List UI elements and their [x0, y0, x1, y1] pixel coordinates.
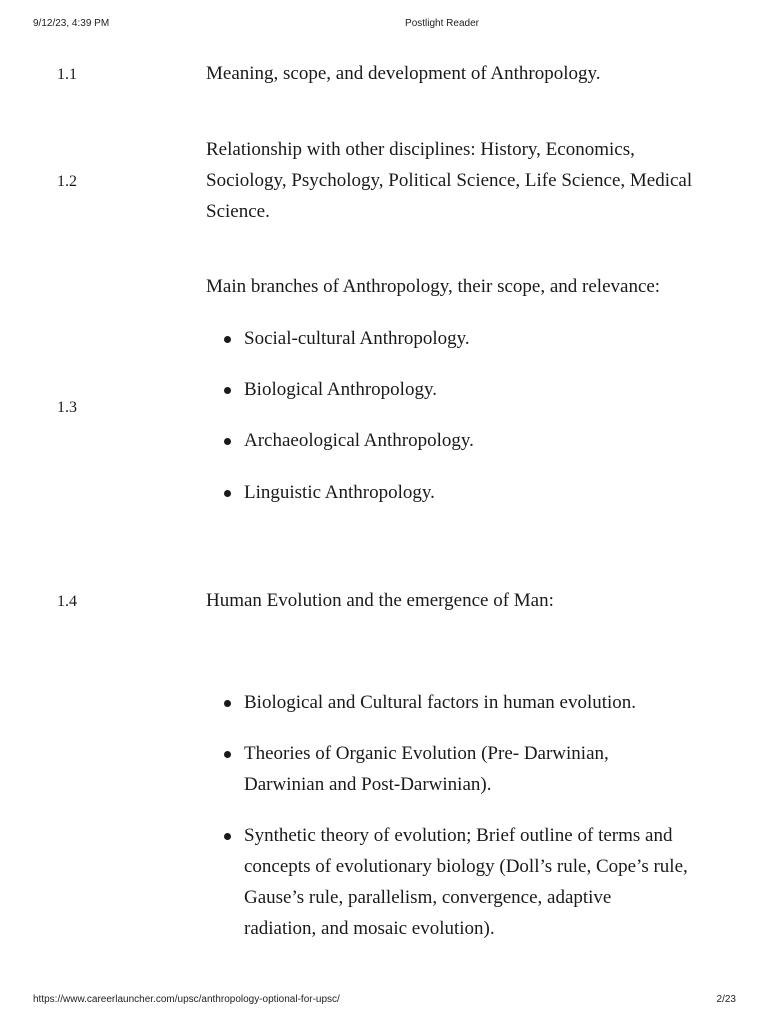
list-item-1-4-synthetic-line2: concepts of evolutionary biology (Doll’s rule, Cope’s rule,	[244, 856, 688, 877]
bullet-dot	[224, 336, 231, 343]
list-item-1-4-theories-line1: Theories of Organic Evolution (Pre- Darwinian,	[244, 743, 609, 764]
bullet-dot	[224, 833, 231, 840]
list-item-1-4-synthetic-line1: Synthetic theory of evolution; Brief outline of terms and	[244, 825, 673, 846]
bullet-dot	[224, 490, 231, 497]
row-text-1-2-line2: Sociology, Psychology, Political Science, Life Science, Medical	[206, 170, 693, 191]
print-title: Postlight Reader	[405, 18, 479, 29]
list-item-1-4-factors: Biological and Cultural factors in human evolution.	[244, 692, 637, 713]
list-item-1-4-synthetic-line3: Gause’s rule, parallelism, convergence, adaptive	[244, 887, 612, 908]
list-item-1-3-biological: Biological Anthropology.	[244, 379, 437, 400]
print-datetime: 9/12/23, 4:39 PM	[33, 18, 110, 29]
list-item-1-3-archaeological: Archaeological Anthropology.	[244, 430, 474, 451]
bullet-dot	[224, 387, 231, 394]
page-number: 2/23	[716, 994, 736, 1005]
row-number-1-3: 1.3	[57, 399, 77, 416]
list-item-1-4-theories-line2: Darwinian and Post-Darwinian).	[244, 774, 492, 795]
print-footer	[0, 994, 768, 1008]
page-url: https://www.careerlauncher.com/upsc/anthropology-optional-for-upsc/	[33, 994, 340, 1005]
row-number-1-4: 1.4	[57, 593, 77, 610]
list-item-1-3-social-cultural: Social-cultural Anthropology.	[244, 328, 470, 349]
row-text-1-4: Human Evolution and the emergence of Man:	[206, 590, 554, 611]
list-item-1-3-linguistic: Linguistic Anthropology.	[244, 482, 435, 503]
bullet-dot	[224, 751, 231, 758]
bullet-dot	[224, 700, 231, 707]
row-number-1-2: 1.2	[57, 173, 77, 190]
row-text-1-2-line1: Relationship with other disciplines: History, Economics,	[206, 139, 635, 160]
row-text-1-3: Main branches of Anthropology, their scope, and relevance:	[206, 276, 661, 297]
row-text-1-2-line3: Science.	[206, 201, 270, 222]
row-text-1-1: Meaning, scope, and development of Anthropology.	[206, 63, 601, 84]
list-item-1-4-synthetic-line4: radiation, and mosaic evolution).	[244, 918, 495, 939]
row-number-1-1: 1.1	[57, 66, 77, 83]
bullet-dot	[224, 438, 231, 445]
